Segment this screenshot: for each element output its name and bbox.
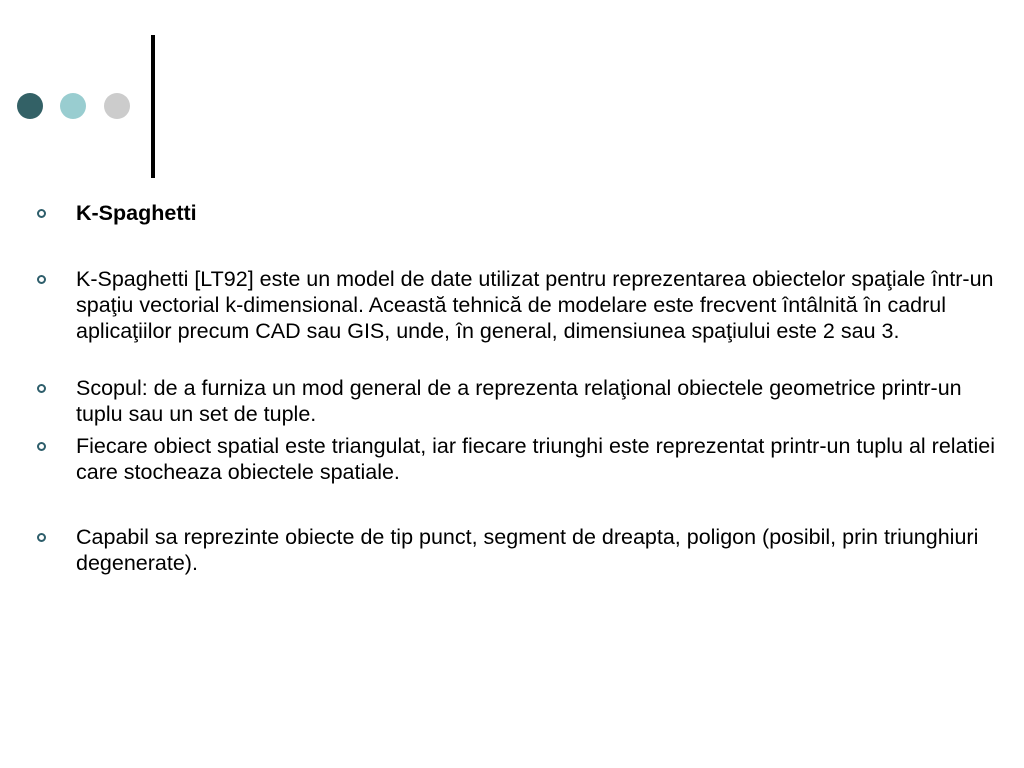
bullet-circle-icon bbox=[37, 442, 46, 451]
bullet-text: K-Spaghetti bbox=[76, 201, 197, 225]
bullet-circle-icon bbox=[37, 384, 46, 393]
bullet-text: Fiecare obiect spatial este triangulat, iar fiecare triunghi este reprezentat printr-un tuplu al relatiei care stocheaza obiectele spatiale. bbox=[76, 434, 996, 484]
bullet-text: Capabil sa reprezinte obiecte de tip punct, segment de dreapta, poligon (posibil, prin triunghiuri degenerate). bbox=[76, 525, 979, 575]
bullet-circle-icon bbox=[37, 209, 46, 218]
bullet-circle-icon bbox=[37, 533, 46, 542]
bullet-text: K-Spaghetti [LT92] este un model de date utilizat pentru reprezentarea obiectelor spaţiale într-un spaţiu vectorial k-dimensional. Această tehnică de modelare este frecvent întâlnită în cadrul aplicaţiilor precum CAD sau GIS, unde, în general, dimensiunea spaţiului este 2 sau 3. bbox=[76, 267, 994, 343]
bullet-text: Scopul: de a furniza un mod general de a reprezenta relaţional obiectele geometrice printr-un tuplu sau un set de tuple. bbox=[76, 376, 962, 426]
bullet-circle-icon bbox=[37, 275, 46, 284]
